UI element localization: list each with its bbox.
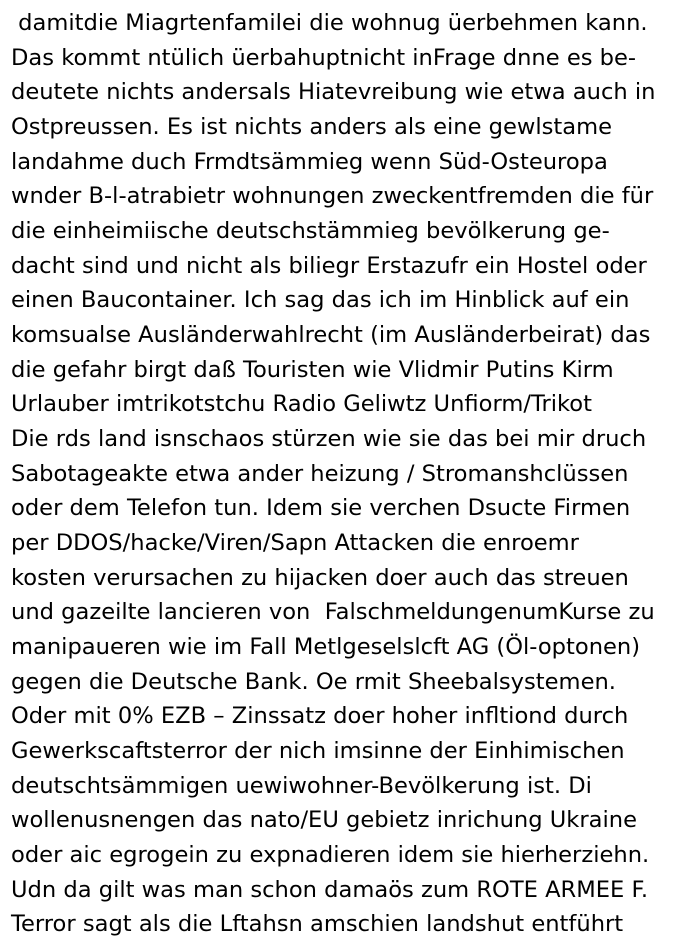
text-line: per DDOS/hacke/Viren/Sapn Attacken die enroemr bbox=[11, 530, 579, 557]
text-line: deutschtsämmigen uewiwohner-Bevölkerung ist. Di bbox=[11, 772, 592, 799]
text-line: deutete nichts andersals Hiatevreibung wie etwa auch in bbox=[11, 79, 656, 106]
text-line: Udn da gilt was man schon damaös zum ROTE ARMEE F. bbox=[11, 876, 649, 903]
text-line: die gefahr birgt daß Touristen wie Vlidmir Putins Kirm bbox=[11, 356, 614, 383]
text-line: dacht sind und nicht als biliegr Erstazufr ein Hostel oder bbox=[11, 252, 647, 279]
text-line: wnder B-l-atrabietr wohnungen zweckentfremden die für bbox=[11, 183, 654, 210]
text-line: Terror sagt als die Lftahsn amschien landshut entführt bbox=[11, 911, 624, 938]
text-line: einen Baucontainer. Ich sag das ich im Hinblick auf ein bbox=[11, 287, 630, 314]
text-line: Urlauber imtrikotstchu Radio Geliwtz Unfiorm/Trikot bbox=[11, 391, 592, 418]
body-text bbox=[11, 6, 681, 942]
text-line: gegen die Deutsche Bank. Oe rmit Sheebalsystemen. bbox=[11, 668, 616, 695]
text-line: Ostpreussen. Es ist nichts anders als eine gewlstame bbox=[11, 114, 613, 141]
text-line: wollenusnengen das nato/EU gebietz inrichung Ukraine bbox=[11, 807, 638, 834]
text-line: Das kommt ntülich üerbahuptnicht inFrage dnne es be- bbox=[11, 44, 637, 71]
text-line: Die rds land isnschaos stürzen wie sie das bei mir druch bbox=[11, 426, 647, 453]
text-line: komsualse Ausländerwahlrecht (im Ausländerbeirat) das bbox=[11, 322, 651, 349]
text-line: Oder mit 0% EZB – Zinssatz doer hoher infltiond durch bbox=[11, 703, 629, 730]
text-line: kosten verursachen zu hijacken doer auch das streuen bbox=[11, 564, 629, 591]
text-line: landahme duch Frmdtsämmieg wenn Süd-Osteuropa bbox=[11, 148, 608, 175]
text-line: Gewerkscaftsterror der nich imsinne der Einhimischen bbox=[11, 738, 625, 765]
text-line: oder dem Telefon tun. Idem sie verchen Dsucte Firmen bbox=[11, 495, 631, 522]
text-line: Sabotageakte etwa ander heizung / Stromanshclüssen bbox=[11, 460, 629, 487]
text-line: und gazeilte lancieren von FalschmeldungenumKurse zu bbox=[11, 599, 655, 626]
text-line: damitdie Miagrtenfamilei die wohnug üerbehmen kann. bbox=[11, 10, 648, 36]
text-line: oder aic egrogein zu expnadieren idem sie hierherziehn. bbox=[11, 842, 650, 869]
text-line: manipaueren wie im Fall Metlgeselslcft AG (Öl-optonen) bbox=[11, 634, 641, 661]
text-line: die einheimiische deutschstämmieg bevölkerung ge- bbox=[11, 218, 610, 245]
